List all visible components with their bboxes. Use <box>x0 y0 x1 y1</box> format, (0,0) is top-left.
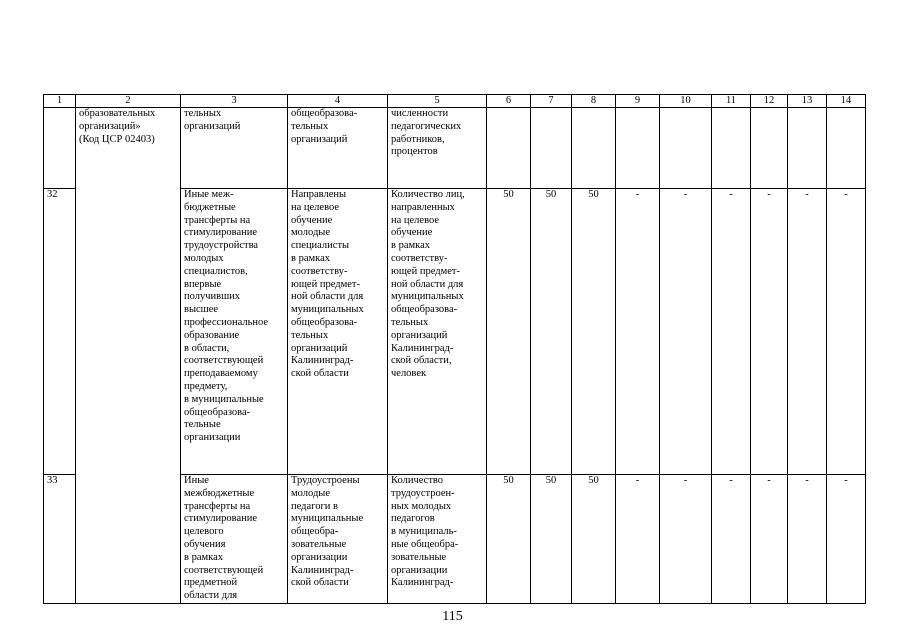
value-cell: - <box>712 475 751 604</box>
value-cell: - <box>788 475 827 604</box>
program-indicators-table <box>43 94 866 604</box>
column-header: 5 <box>388 95 487 108</box>
value-cell: 50 <box>572 189 616 475</box>
row-number-cell <box>44 108 76 189</box>
indicator-cell: Количество лиц, направленных на целевое обучение в рамках соответству- ющей предмет- ной области для муниципальных общеобразова- тельных организаций Калининград- ской области, человек <box>388 189 487 475</box>
value-cell: 50 <box>487 189 531 475</box>
value-cell <box>487 108 531 189</box>
value-cell <box>751 108 788 189</box>
page-number: 115 <box>442 609 463 624</box>
value-cell <box>572 108 616 189</box>
value-cell: 50 <box>572 475 616 604</box>
measure-cell: тельных организаций <box>181 108 288 189</box>
value-cell: - <box>616 189 660 475</box>
column-header: 1 <box>44 95 76 108</box>
column-header: 4 <box>288 95 388 108</box>
result-cell: Направлены на целевое обучение молодые специалисты в рамках соответству- ющей предмет- ной области для муниципальных общеобразова- тельных организаций Калининград- ской области <box>288 189 388 475</box>
column-header: 8 <box>572 95 616 108</box>
column-header: 13 <box>788 95 827 108</box>
column-header: 6 <box>487 95 531 108</box>
value-cell: 50 <box>487 475 531 604</box>
value-cell: - <box>616 475 660 604</box>
value-cell: 50 <box>531 475 572 604</box>
column-header: 10 <box>660 95 712 108</box>
value-cell <box>616 108 660 189</box>
row-number-cell: 32 <box>44 189 76 475</box>
indicator-cell: численности педагогических работников, процентов <box>388 108 487 189</box>
column-number-header <box>44 95 866 108</box>
column-header: 12 <box>751 95 788 108</box>
column-header: 9 <box>616 95 660 108</box>
column-header: 11 <box>712 95 751 108</box>
value-cell <box>531 108 572 189</box>
value-cell: - <box>827 475 866 604</box>
measure-cell: Иные межбюджетные трансферты на стимулирование целевого обучения в рамках соответствующей предметной области для <box>181 475 288 604</box>
value-cell: - <box>660 475 712 604</box>
column-header: 3 <box>181 95 288 108</box>
value-cell: - <box>751 475 788 604</box>
result-cell: Трудоустроены молодые педагоги в муниципальные общеобра- зовательные организации Калининград- ской области <box>288 475 388 604</box>
value-cell <box>827 108 866 189</box>
row-number-cell: 33 <box>44 475 76 604</box>
result-cell: общеобразова- тельных организаций <box>288 108 388 189</box>
column-header: 7 <box>531 95 572 108</box>
column-header: 2 <box>76 95 181 108</box>
value-cell <box>788 108 827 189</box>
measure-cell: Иные меж- бюджетные трансферты на стимулирование трудоустройства молодых специалистов, впервые получивших высшее профессиональное образование в области, соответствующей преподаваемому предмету, в муниципальные общеобразова- тельные организации <box>181 189 288 475</box>
value-cell <box>660 108 712 189</box>
indicator-cell: Количество трудоустроен- ных молодых педагогов в муниципаль- ные общеобра- зовательные организации Калининград- <box>388 475 487 604</box>
value-cell: - <box>712 189 751 475</box>
value-cell: - <box>751 189 788 475</box>
column-header: 14 <box>827 95 866 108</box>
value-cell: 50 <box>531 189 572 475</box>
value-cell: - <box>827 189 866 475</box>
value-cell: - <box>660 189 712 475</box>
value-cell <box>712 108 751 189</box>
table-row <box>44 108 866 189</box>
value-cell: - <box>788 189 827 475</box>
program-name-cell: образовательных организаций» (Код ЦСР 02403) <box>76 108 181 604</box>
